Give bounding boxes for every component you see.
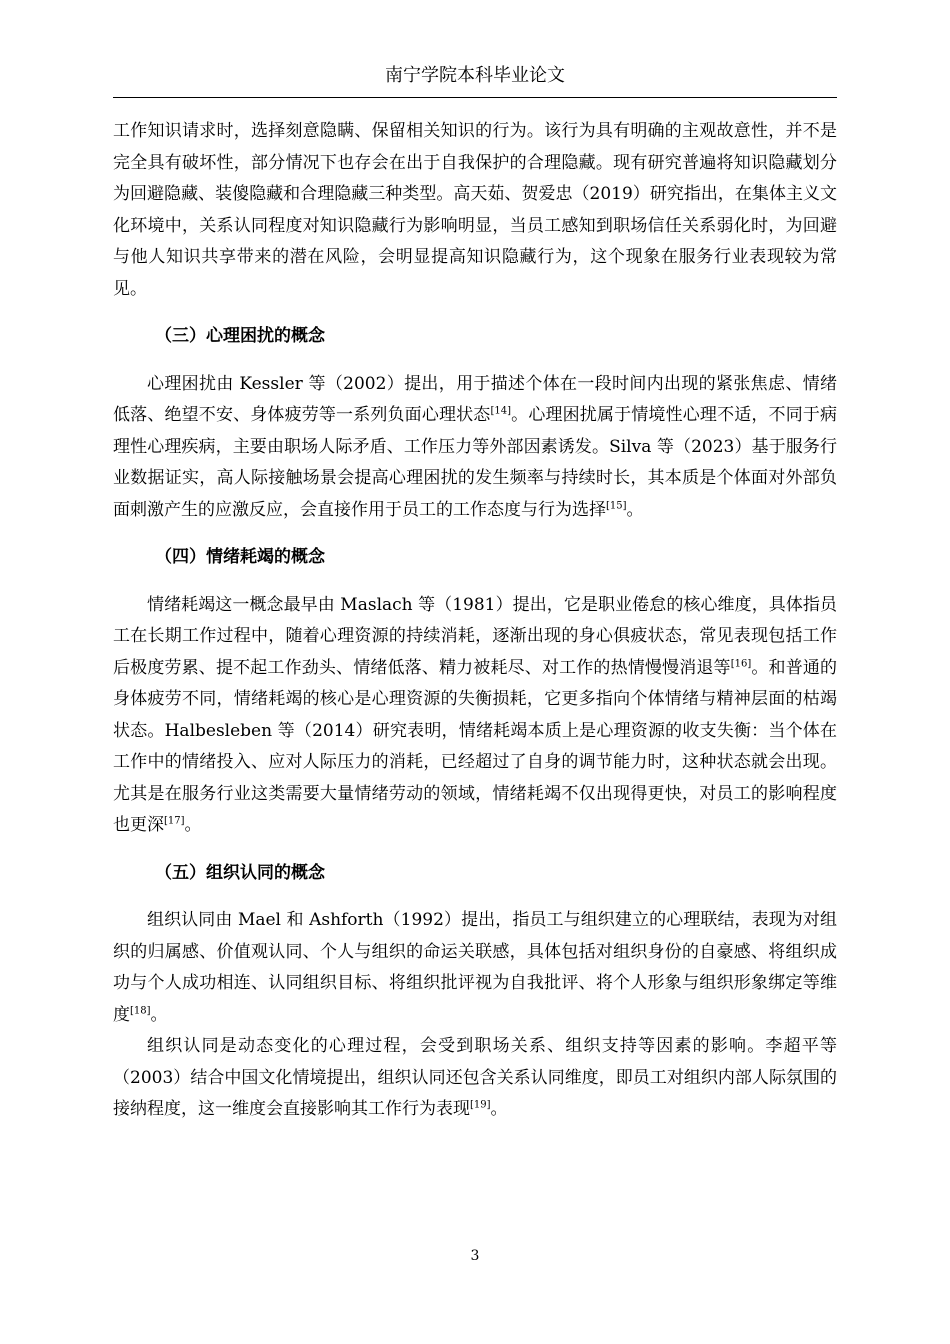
- citation-17: [17]: [164, 815, 185, 827]
- paragraph-text: 组织认同由 Mael 和 Ashforth（1992）提出，指员工与组织建立的心理联结，表现为对组织的归属感、价值观认同、个人与组织的命运关联感，具体包括对组织身份的自豪感、将组织成功与个人成功相连、认同组织目标、将组织批评视为自我批评、将个人形象与组织形象绑定等维度: [113, 910, 837, 1025]
- paragraph-text: 心理困扰由 Kessler 等（2002）提出，用于描述个体在一段时间内出现的紧张焦虑、情绪低落、绝望不安、身体疲劳等一系列负面心理状态: [113, 373, 837, 425]
- paragraph-text: 。: [490, 1099, 508, 1119]
- paragraph-emotional-exhaustion: [113, 590, 837, 842]
- section-heading-emotional-exhaustion: （四）情绪耗竭的概念: [155, 547, 325, 567]
- intro-paragraph: 工作知识请求时，选择刻意隐瞒、保留相关知识的行为。该行为具有明确的主观故意性，并不是完全具有破坏性，部分情况下也存会在出于自我保护的合理隐藏。现有研究普遍将知识隐藏划分为回避隐藏、装傻隐藏和合理隐藏三种类型。高天茹、贺爱忠（2019）研究指出，在集体主义文化环境中，关系认同程度对知识隐藏行为影响明显，当员工感知到职场信任关系弱化时，为回避与他人知识共享带来的潜在风险，会明显提高知识隐藏行为，这个现象在服务行业表现较为常见。: [113, 121, 837, 299]
- citation-19: [19]: [470, 1099, 491, 1111]
- header-divider: [113, 97, 837, 98]
- document-body: [113, 116, 837, 1126]
- citation-16: [16]: [730, 657, 752, 669]
- running-header: 南宁学院本科毕业论文: [385, 65, 565, 86]
- paragraph-text: 。心理困扰属于情境性心理不适，不同于病理性心理疾病，主要由职场人际矛盾、工作压力等外部因素诱发。Silva 等（2023）基于服务行业数据证实，高人际接触场景会提高心理困扰的发生频率与持续时长，其本质是个体面对外部负面刺激产生的应激反应，会直接作用于员工的工作态度与行为选择: [113, 405, 838, 520]
- paragraph-text: 。: [184, 815, 202, 835]
- paragraph-organizational-identification-2: [113, 1031, 837, 1126]
- paragraph-text: 组织认同是动态变化的心理过程，会受到职场关系、组织支持等因素的影响。李超平等（2003）结合中国文化情境提出，组织认同还包含关系认同维度，即员工对组织内部人际氛围的接纳程度，这一维度会直接影响其工作行为表现: [113, 1036, 837, 1119]
- paragraph-text: 。: [150, 1004, 168, 1025]
- paragraph-text: 情绪耗竭这一概念最早由 Maslach 等（1981）提出，它是职业倦怠的核心维度，具体指员工在长期工作过程中，随着心理资源的持续消耗，逐渐出现的身心俱疲状态，常见表现包括工作后极度劳累、提不起工作劲头、情绪低落、精力被耗尽、对工作的热情慢慢消退等: [113, 594, 837, 678]
- paragraph-text: 。: [626, 499, 644, 520]
- page-number: 3: [470, 1248, 480, 1264]
- citation-15: [15]: [606, 499, 627, 511]
- paragraph-text: 。和普通的身体疲劳不同，情绪耗竭的核心是心理资源的失衡损耗，它更多指向个体情绪与精神层面的枯竭状态。Halbesleben 等（2014）研究表明，情绪耗竭本质上是心理资源的收支失衡：当个体在工作中的情绪投入、应对人际压力的消耗，已经超过了自身的调节能力时，这种状态就会出现。尤其是在服务行业这类需要大量情绪劳动的领域，情绪耗竭不仅出现得更快，对员工的影响程度也更深: [113, 657, 838, 835]
- paragraph-psychological-distress: [113, 369, 837, 527]
- paragraph-organizational-identification-1: [113, 905, 837, 1031]
- section-heading-psychological-distress: （三）心理困扰的概念: [155, 326, 325, 346]
- section-heading-organizational-identification: （五）组织认同的概念: [155, 862, 325, 883]
- citation-14: [14]: [490, 405, 512, 417]
- citation-18: [18]: [130, 1004, 151, 1016]
